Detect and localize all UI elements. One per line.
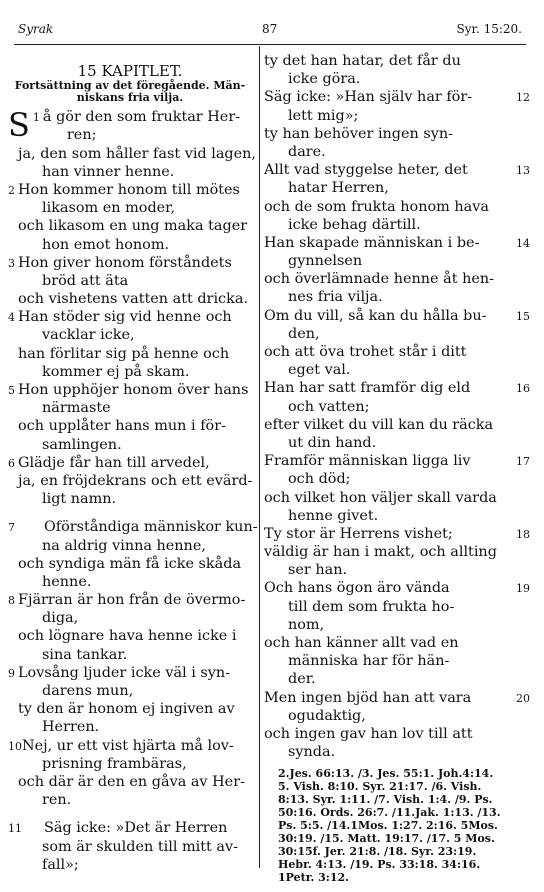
verse-text: eget val. bbox=[288, 362, 351, 379]
verse-line bbox=[8, 326, 252, 344]
running-head-left: Syrak bbox=[18, 22, 54, 36]
verse-number: 13 bbox=[516, 164, 530, 178]
verse-line bbox=[264, 670, 520, 688]
verse-text: och han känner allt vad en bbox=[264, 635, 459, 651]
verse-line bbox=[264, 198, 520, 216]
verse-text: och vilket hon väljer skall varda bbox=[264, 489, 497, 506]
verse-line bbox=[264, 325, 520, 343]
verse-text: han förlitar sig på henne och bbox=[18, 345, 230, 362]
verse-line bbox=[8, 609, 252, 627]
verse-line bbox=[8, 573, 252, 591]
verse-text: likasom en moder, bbox=[42, 200, 176, 217]
verse-number: 14 bbox=[516, 236, 530, 250]
verse-text: och död; bbox=[288, 471, 351, 488]
verse-line bbox=[8, 254, 252, 272]
verse-text: henne givet. bbox=[288, 507, 379, 524]
verse-number: 10 bbox=[8, 739, 22, 753]
verse-text: henne. bbox=[42, 573, 92, 590]
verse-line bbox=[8, 646, 252, 664]
stanza-gap bbox=[8, 508, 252, 518]
verse-line bbox=[264, 70, 520, 88]
verse-text: Han stöder sig vid henne och bbox=[18, 309, 232, 326]
verse-text: nes fria vilja. bbox=[288, 289, 383, 306]
verse-number: 19 bbox=[516, 582, 530, 596]
running-head-right: Syr. 15:20. bbox=[456, 22, 522, 36]
verse-line bbox=[264, 561, 520, 579]
verse-text: han vinner henne. bbox=[42, 163, 175, 180]
verse-text: ja, den som håller fast vid lagen, bbox=[18, 145, 256, 162]
verse-line bbox=[8, 381, 252, 399]
verse-line bbox=[264, 689, 530, 707]
verse-line bbox=[264, 270, 520, 288]
verse-text: och likasom en ung maka tager bbox=[18, 218, 248, 235]
verse-text: nom, bbox=[288, 616, 325, 633]
verse-line bbox=[8, 290, 252, 308]
chapter-title: 15 KAPITLET. bbox=[77, 62, 183, 80]
verse-line bbox=[8, 755, 252, 773]
verse-line bbox=[8, 472, 252, 490]
verse-line bbox=[8, 308, 252, 326]
verse-line bbox=[264, 579, 530, 597]
verse-text: vacklar icke, bbox=[42, 327, 135, 344]
verse-text: prisning frambäras, bbox=[42, 755, 187, 772]
verse-text: sina tankar. bbox=[42, 646, 128, 663]
reference-line: 30:15f. Jer. 21:8. /18. Syr. 23:19. bbox=[278, 845, 477, 859]
verse-line bbox=[264, 507, 520, 525]
chapter-subtitle-1: Fortsättning av det föregående. Män- bbox=[14, 79, 246, 93]
verse-line bbox=[264, 398, 520, 416]
verse-line bbox=[264, 543, 520, 561]
verse-text: å gör den som fruktar Her- bbox=[42, 109, 241, 126]
verse-line bbox=[264, 216, 520, 234]
verse-line bbox=[264, 743, 520, 761]
verse-text: gynnelsen bbox=[288, 253, 363, 270]
verse-line bbox=[264, 707, 520, 725]
verse-line bbox=[8, 537, 252, 555]
verse-text: lett mig»; bbox=[288, 107, 359, 124]
verse-line bbox=[8, 199, 252, 217]
verse-line bbox=[264, 452, 530, 470]
drop-cap: S bbox=[8, 106, 30, 145]
verse-line bbox=[8, 627, 252, 645]
verse-number: 18 bbox=[516, 527, 530, 541]
verse-line bbox=[264, 616, 520, 634]
verse-line bbox=[264, 525, 530, 543]
verse-text: till dem som frukta ho- bbox=[288, 598, 455, 615]
verse-line bbox=[8, 490, 252, 508]
verse-line bbox=[8, 217, 252, 235]
verse-line bbox=[8, 126, 252, 144]
verse-line bbox=[264, 125, 520, 143]
verse-text: ogudaktig, bbox=[288, 707, 366, 724]
verse-number: 16 bbox=[516, 382, 530, 396]
verse-number: 9 bbox=[8, 666, 15, 680]
verse-number: 5 bbox=[8, 384, 15, 398]
stanza-gap bbox=[8, 809, 252, 819]
verse-line bbox=[8, 838, 252, 856]
verse-line bbox=[264, 307, 530, 325]
reference-line: 50:16. Ords. 26:7. /11.Jak. 1:13. /13. bbox=[278, 806, 501, 820]
verse-number: 11 bbox=[8, 822, 22, 836]
verse-line bbox=[264, 88, 530, 106]
verse-text: ser han. bbox=[288, 562, 348, 579]
verse-line bbox=[264, 361, 520, 379]
verse-text: och syndiga män få icke skåda bbox=[18, 555, 242, 572]
verse-text: Framför människan ligga liv bbox=[264, 453, 471, 470]
reference-line: 1Petr. 3:12. bbox=[278, 871, 350, 885]
verse-text: Säg icke: »Det är Herren bbox=[44, 820, 228, 837]
verse-text: Herren. bbox=[42, 719, 100, 736]
verse-text: människa har för hän- bbox=[288, 653, 450, 670]
verse-text: och överlämnade henne åt hen- bbox=[264, 271, 494, 288]
reference-line: 8:13. Syr. 1:11. /7. Vish. 1:4. /9. Ps. bbox=[278, 793, 493, 807]
verse-line bbox=[264, 634, 520, 652]
cross-references bbox=[264, 767, 520, 884]
verse-text: och de som frukta honom hava bbox=[264, 198, 489, 215]
verse-text: Han skapade människan i be- bbox=[264, 234, 480, 251]
verse-text: ty det han hatar, det får du bbox=[264, 53, 461, 69]
verse-line bbox=[8, 272, 252, 290]
verse-text: ren; bbox=[66, 127, 97, 144]
verse-text: der. bbox=[288, 671, 316, 688]
verse-text: icke behag därtill. bbox=[288, 216, 421, 233]
verse-line bbox=[264, 489, 520, 507]
verse-text: ty den är honom ej ingiven av bbox=[18, 701, 235, 718]
verse-line bbox=[8, 363, 252, 381]
verse-text: ren. bbox=[42, 792, 72, 809]
verse-text: samlingen. bbox=[42, 436, 122, 453]
verse-text: och där är den en gåva av Her- bbox=[18, 773, 245, 790]
verse-line bbox=[264, 52, 520, 70]
verse-line bbox=[8, 856, 252, 874]
verse-line bbox=[8, 145, 256, 163]
verse-line bbox=[8, 700, 252, 718]
verse-line bbox=[8, 417, 252, 435]
verse-line bbox=[264, 725, 520, 743]
verse-line bbox=[8, 664, 252, 682]
verse-text: hon emot honom. bbox=[42, 236, 170, 253]
verse-text: Lovsång ljuder icke väl i syn- bbox=[18, 664, 231, 681]
verse-text: och ingen gav han lov till att bbox=[264, 725, 473, 742]
verse-text: fall»; bbox=[42, 856, 79, 873]
verse-number: 3 bbox=[8, 256, 15, 270]
reference-line: 30:19. /15. Matt. 19:17. /17. 5 Mos. bbox=[278, 832, 495, 846]
verse-text: närmaste bbox=[42, 400, 111, 417]
verse-line bbox=[264, 288, 520, 306]
reference-line: 2.Jes. 66:13. /3. Jes. 55:1. Joh.4:14. bbox=[278, 767, 494, 781]
chapter-subtitle-2: niskans fria vilja. bbox=[76, 91, 184, 105]
verse-text: Ty stor är Herrens vishet; bbox=[264, 525, 453, 542]
verse-line bbox=[8, 399, 252, 417]
header-rule bbox=[14, 44, 526, 45]
verse-line bbox=[264, 179, 520, 197]
verse-line bbox=[264, 343, 520, 361]
verse-line bbox=[264, 234, 530, 252]
verse-line bbox=[8, 181, 252, 199]
verse-text: na aldrig vinna henne, bbox=[42, 537, 206, 554]
verse-text: Säg icke: »Han själv har för- bbox=[264, 89, 473, 106]
verse-line bbox=[8, 555, 252, 573]
verse-number: 8 bbox=[8, 594, 15, 608]
verse-text: Nej, ur ett vist hjärta må lov- bbox=[22, 737, 234, 754]
verse-text: Allt vad styggelse heter, det bbox=[264, 162, 468, 179]
left-verse-lines bbox=[8, 106, 258, 874]
verse-text: Men ingen bjöd han att vara bbox=[264, 689, 472, 706]
verse-line bbox=[264, 107, 520, 125]
verse-number: 4 bbox=[8, 311, 15, 325]
verse-text: dare. bbox=[288, 143, 326, 160]
verse-number: 2 bbox=[8, 183, 15, 197]
verse-text: och att öva trohet står i ditt bbox=[264, 344, 467, 360]
verse-text: ja, en fröjdekrans och ett evärd- bbox=[18, 472, 253, 489]
verse-line bbox=[264, 379, 530, 397]
verse-line bbox=[8, 682, 252, 700]
verse-text: synda. bbox=[288, 744, 336, 761]
verse-text: som är skulden till mitt av- bbox=[42, 838, 238, 855]
verse-line bbox=[8, 436, 252, 454]
verse-text: Hon giver honom förståndets bbox=[18, 254, 232, 271]
reference-line: 5. Vish. 8:10. Syr. 21:17. /6. Vish. bbox=[278, 780, 482, 794]
reference-line: Hebr. 4:13. /19. Ps. 33:18. 34:16. bbox=[278, 858, 481, 872]
verse-number: 1 bbox=[32, 111, 40, 125]
verse-line bbox=[8, 518, 258, 536]
verse-line bbox=[264, 652, 520, 670]
verse-line bbox=[8, 163, 252, 181]
verse-text: hatar Herren, bbox=[288, 180, 389, 197]
right-verse-lines bbox=[264, 52, 530, 761]
verse-line bbox=[264, 598, 520, 616]
verse-text: Hon kommer honom till mötes bbox=[18, 181, 240, 198]
verse-text: den, bbox=[288, 325, 320, 342]
verse-line bbox=[264, 161, 530, 179]
verse-number: 6 bbox=[8, 456, 15, 470]
verse-line bbox=[8, 345, 252, 363]
verse-number: 15 bbox=[516, 309, 530, 323]
verse-text: Om du vill, så kan du hålla bu- bbox=[264, 307, 487, 324]
reference-line: Ps. 5:5. /14.1Mos. 1:27. 2:16. 5Mos. bbox=[278, 819, 498, 833]
verse-text: Glädje får han till arvedel, bbox=[18, 454, 210, 471]
verse-number: 17 bbox=[516, 455, 530, 469]
verse-line bbox=[8, 454, 252, 472]
verse-text: ligt namn. bbox=[42, 491, 117, 508]
verse-line bbox=[264, 252, 520, 270]
verse-line bbox=[8, 819, 252, 837]
verse-text: icke göra. bbox=[288, 71, 361, 88]
verse-text: darens mun, bbox=[42, 683, 134, 700]
verse-line bbox=[264, 143, 520, 161]
verse-line bbox=[264, 434, 520, 452]
verse-text: Hon upphöjer honom över hans bbox=[18, 382, 249, 399]
verse-line bbox=[8, 773, 252, 791]
verse-line bbox=[8, 236, 252, 254]
verse-text: ty han behöver ingen syn- bbox=[264, 125, 454, 142]
verse-line bbox=[8, 737, 252, 755]
left-column bbox=[8, 52, 258, 874]
verse-text: och upplåter hans mun i för- bbox=[18, 418, 226, 435]
verse-text: kommer ej på skam. bbox=[42, 363, 190, 380]
verse-line bbox=[264, 470, 520, 488]
verse-number: 20 bbox=[516, 691, 530, 705]
verse-number: 7 bbox=[8, 521, 15, 535]
verse-text: Och hans ögon äro vända bbox=[264, 580, 450, 597]
verse-text: och vishetens vatten att dricka. bbox=[18, 291, 248, 308]
verse-line bbox=[264, 416, 520, 434]
verse-text: Fjärran är hon från de övermo- bbox=[18, 592, 246, 609]
page-number: 87 bbox=[262, 22, 278, 36]
verse-text: ut din hand. bbox=[288, 434, 377, 451]
column-rule bbox=[259, 46, 260, 868]
verse-text: väldig är han i makt, och allting bbox=[264, 544, 497, 561]
verse-text: och lögnare hava henne icke i bbox=[18, 628, 237, 645]
verse-line bbox=[8, 791, 252, 809]
verse-text: bröd att äta bbox=[42, 272, 129, 289]
verse-text: Oförståndiga människor kun- bbox=[44, 519, 258, 536]
right-column bbox=[264, 52, 530, 885]
verse-text: diga, bbox=[42, 610, 79, 627]
verse-text: och vatten; bbox=[288, 398, 370, 415]
verse-line bbox=[8, 591, 252, 609]
verse-text: Han har satt framför dig eld bbox=[264, 380, 471, 397]
verse-text: efter vilket du vill kan du räcka bbox=[264, 416, 494, 433]
verse-number: 12 bbox=[516, 91, 530, 105]
verse-line bbox=[8, 718, 252, 736]
